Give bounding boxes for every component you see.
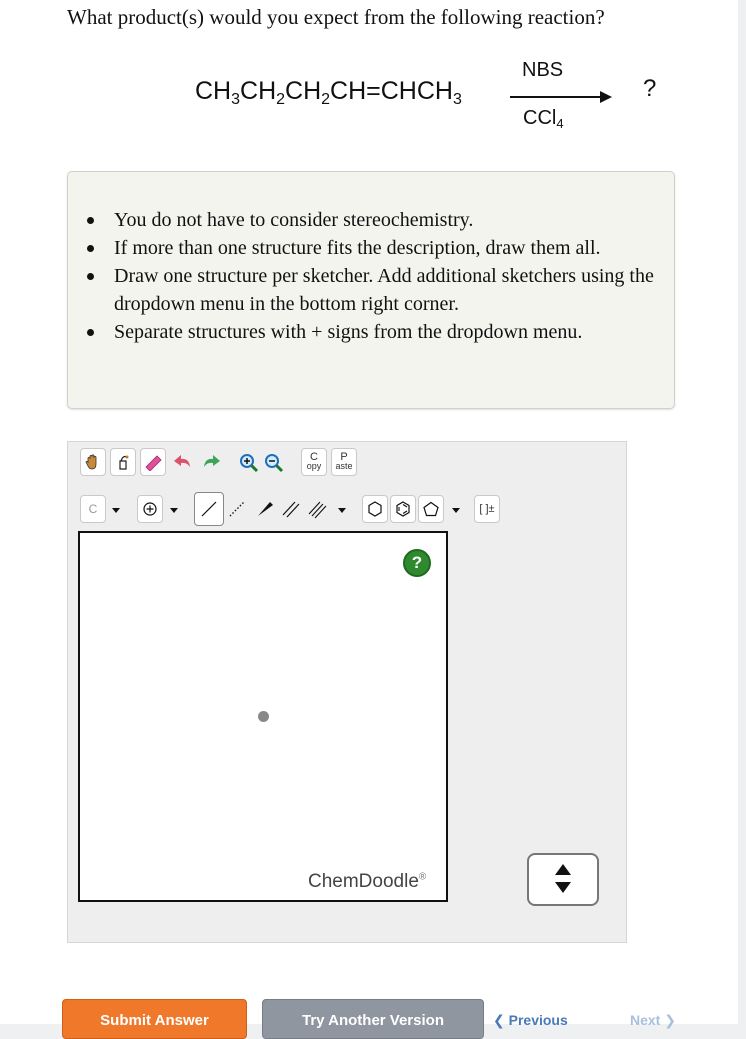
instruction-item: Draw one structure per sketcher. Add additional sketchers using the dropdown menu in the bottom right corner.: [114, 262, 654, 318]
charge-icon: [142, 501, 158, 517]
dashed-bond-button[interactable]: [224, 495, 250, 523]
eraser-tool-button[interactable]: [140, 448, 166, 476]
wedge-bond-button[interactable]: [252, 495, 278, 523]
triangle-up-icon[interactable]: [555, 864, 571, 875]
redo-button[interactable]: [198, 448, 224, 476]
reaction-scheme: [195, 59, 675, 152]
product-placeholder: ?: [643, 75, 657, 102]
double-bond-button[interactable]: [278, 495, 304, 523]
hand-icon: [84, 453, 102, 471]
chevron-down-icon[interactable]: [338, 508, 346, 513]
bracket-charge-button[interactable]: [ ]±: [474, 495, 500, 523]
reaction-arrow: [510, 96, 606, 98]
undo-button[interactable]: [170, 448, 196, 476]
instructions-box: [67, 171, 675, 409]
next-link[interactable]: Next ❯: [630, 1012, 676, 1028]
instruction-item: Separate structures with + signs from the dropdown menu.: [114, 318, 654, 346]
sketcher-canvas[interactable]: [78, 531, 448, 902]
ring-pentagon-button[interactable]: [418, 495, 444, 523]
chemdoodle-brand: ChemDoodle®: [308, 871, 427, 892]
chevron-down-icon[interactable]: [452, 508, 460, 513]
dashed-bond-icon: [227, 499, 247, 519]
reactant-formula: $CH_3CH_2CH_2CH=CHCH_3$: [195, 77, 462, 108]
try-another-version-button[interactable]: Try Another Version: [262, 999, 484, 1039]
instruction-item: You do not have to consider stereochemistry.: [114, 206, 654, 234]
reaction-arrowhead: [600, 91, 612, 103]
redo-icon: [200, 453, 222, 471]
zoom-out-icon: [264, 453, 284, 473]
hand-tool-button[interactable]: [80, 448, 106, 476]
instructions-list: [114, 206, 654, 346]
reagent-solvent: CCl$_4$: [523, 107, 564, 131]
question-prompt: What product(s) would you expect from the following reaction?: [67, 5, 605, 29]
ring-benzene-button[interactable]: [390, 495, 416, 523]
triangle-down-icon[interactable]: [555, 882, 571, 893]
triple-bond-button[interactable]: [304, 495, 330, 523]
zoom-out-button[interactable]: [262, 451, 286, 475]
instruction-item: If more than one structure fits the description, draw them all.: [114, 234, 654, 262]
ring-hexagon-button[interactable]: [362, 495, 388, 523]
sketcher-count-spinner[interactable]: [527, 853, 599, 906]
canvas-atom-dot: [258, 711, 269, 722]
triple-bond-icon: [307, 499, 327, 519]
reagent-nbs: NBS: [522, 59, 564, 81]
single-bond-icon: [199, 499, 219, 519]
previous-link[interactable]: ❮ Previous: [493, 1012, 568, 1028]
zoom-in-button[interactable]: [237, 451, 261, 475]
chevron-down-icon[interactable]: [170, 508, 178, 513]
charge-tool-button[interactable]: [137, 495, 163, 523]
element-select-button[interactable]: C: [80, 495, 106, 523]
help-button[interactable]: ?: [403, 549, 431, 577]
submit-answer-button[interactable]: Submit Answer: [62, 999, 247, 1039]
lasso-icon: [114, 453, 132, 471]
lasso-tool-button[interactable]: [110, 448, 136, 476]
double-bond-icon: [281, 499, 301, 519]
eraser-icon: [143, 453, 163, 471]
undo-icon: [172, 453, 194, 471]
zoom-in-icon: [239, 453, 259, 473]
paste-button[interactable]: P aste: [331, 448, 357, 476]
chevron-down-icon[interactable]: [112, 508, 120, 513]
ring-pentagon-icon: [422, 500, 440, 518]
ring-hexagon-icon: [366, 500, 384, 518]
single-bond-button[interactable]: [194, 492, 224, 526]
ring-benzene-icon: [394, 500, 412, 518]
wedge-bond-icon: [255, 499, 275, 519]
copy-button[interactable]: C opy: [301, 448, 327, 476]
